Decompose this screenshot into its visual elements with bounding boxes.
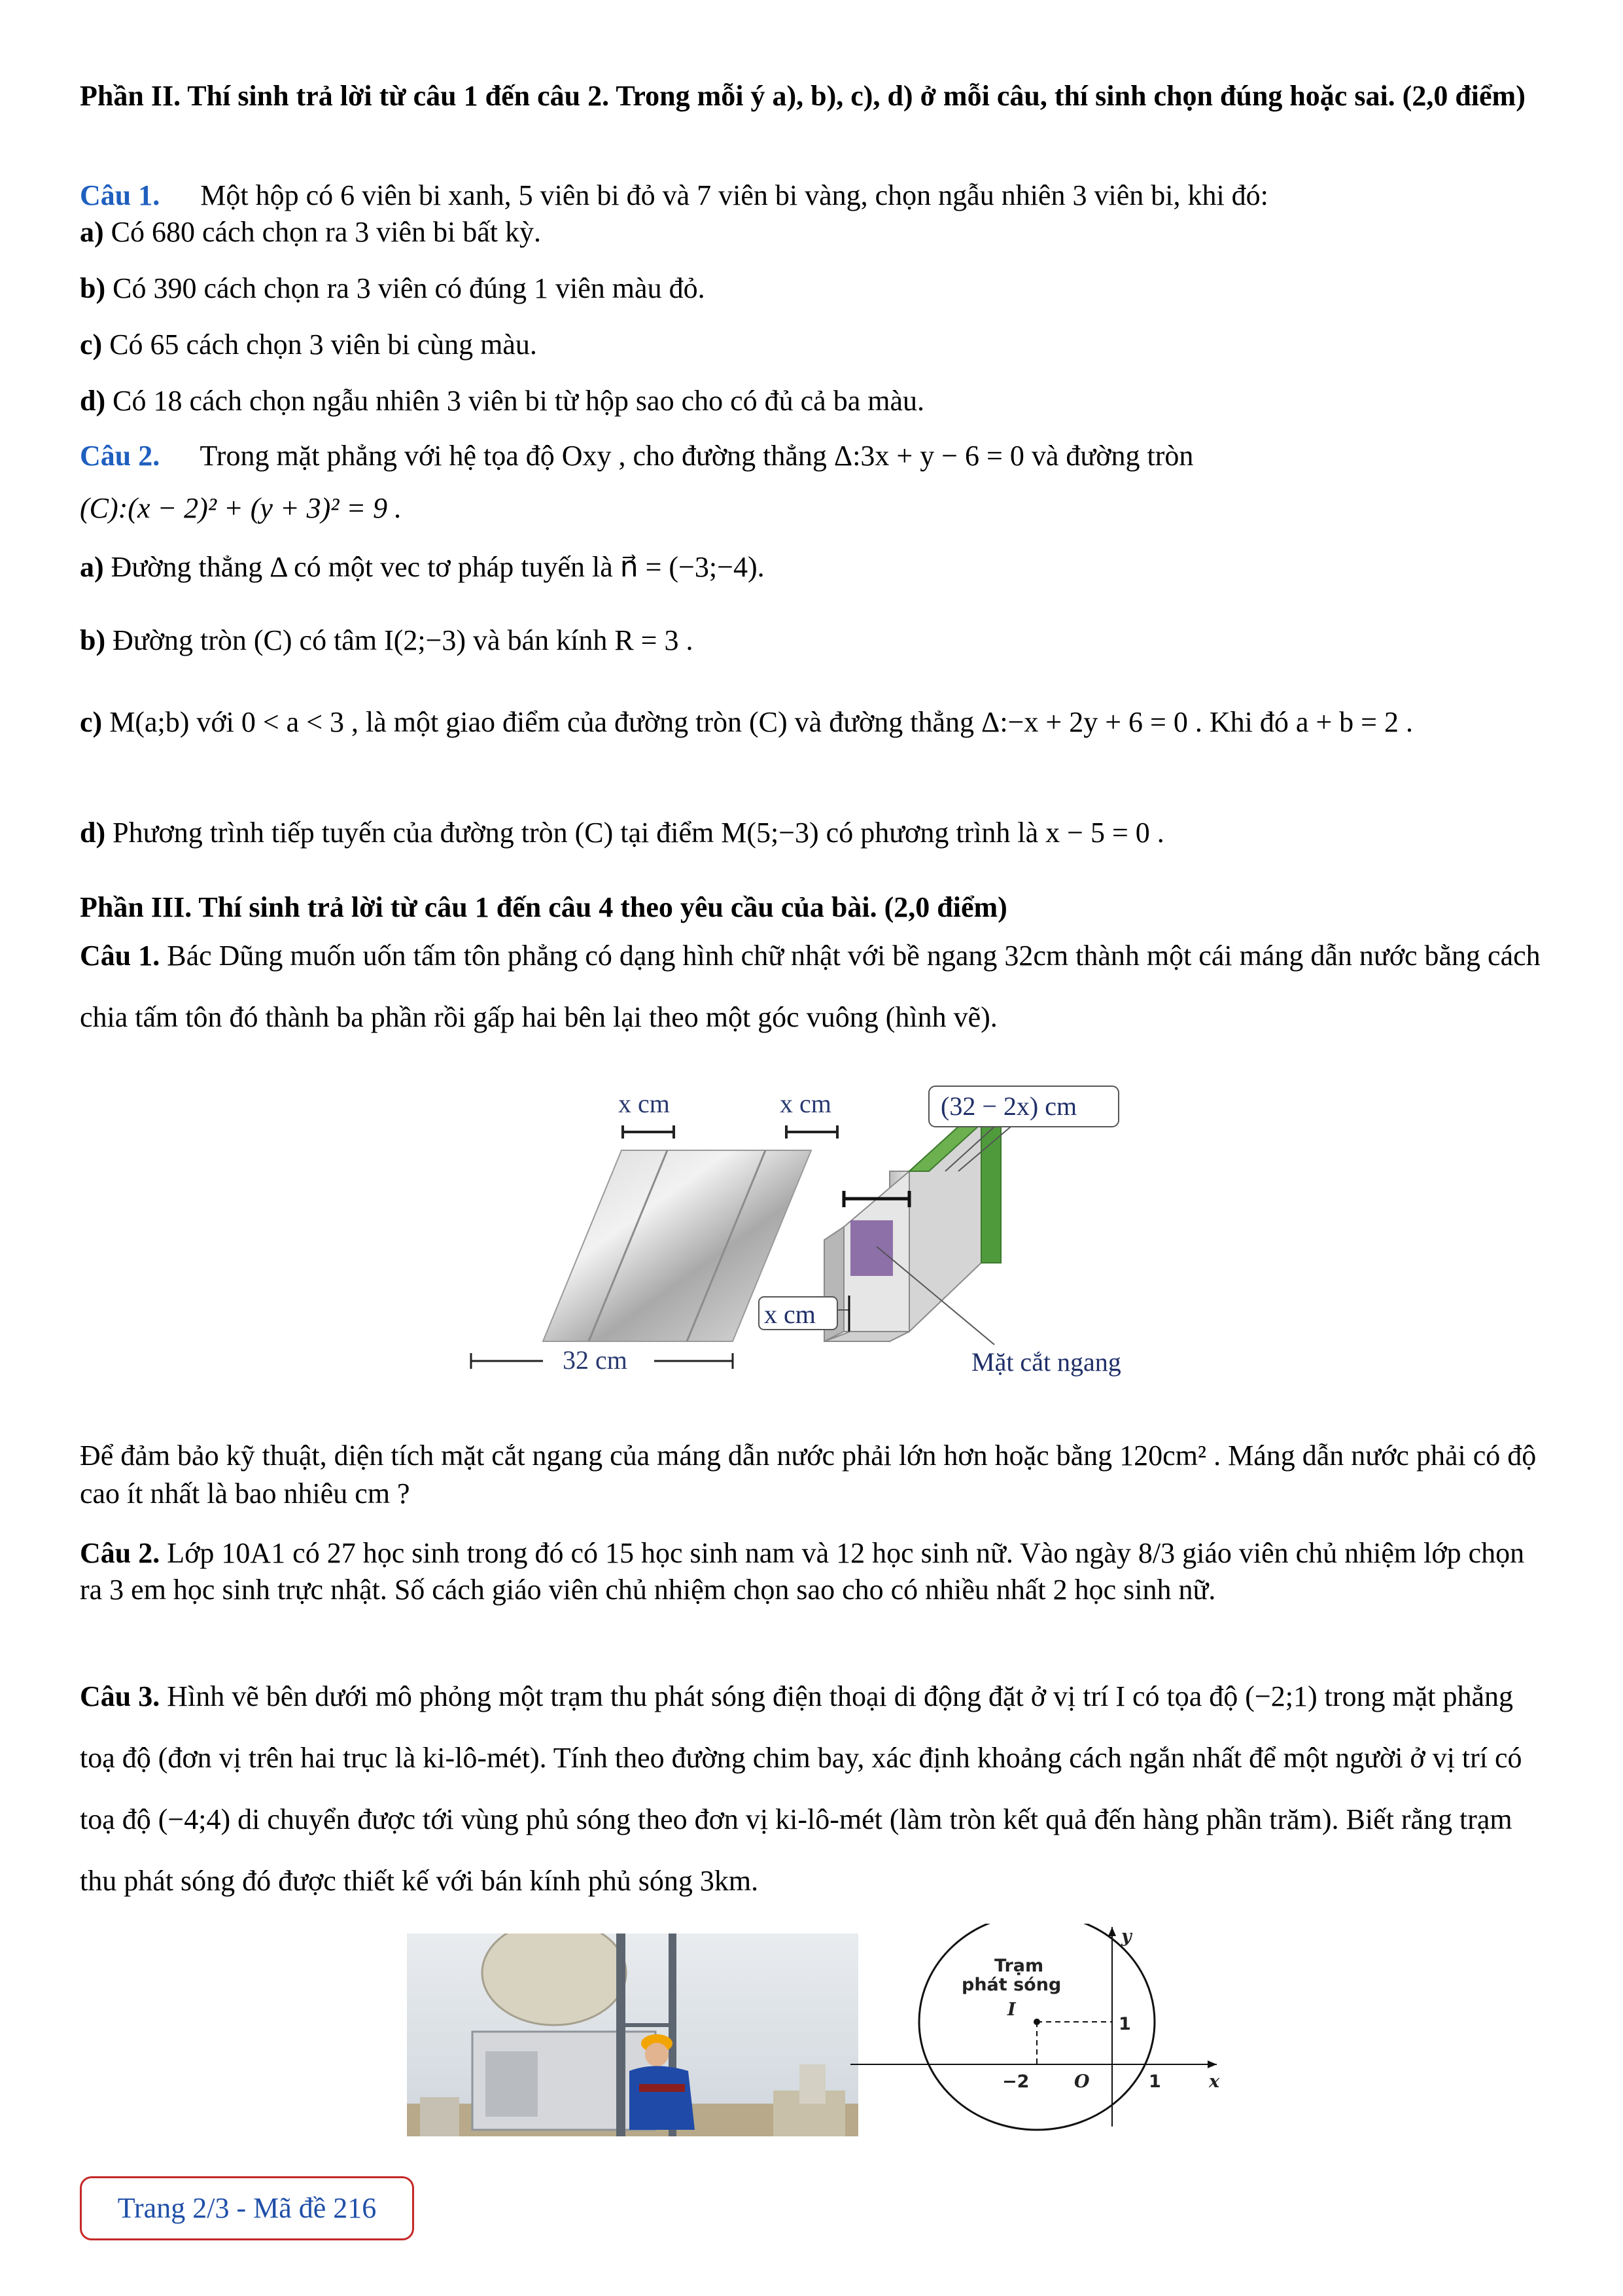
technician-photo — [407, 1934, 858, 2136]
part2-q1-item-d: d) Có 18 cách chọn ngẫu nhiên 3 viên bi từ hộp sao cho có đủ cả ba màu. — [80, 385, 924, 417]
part3-heading: Phần III. Thí sinh trả lời từ câu 1 đến câu 4 theo yêu cầu của bài. (2,0 điểm) — [80, 891, 1007, 923]
part2-q1-item-a: a) Có 680 cách chọn ra 3 viên bi bất kỳ. — [80, 216, 542, 248]
cross-section — [850, 1220, 893, 1276]
page-footer: Trang 2/3 - Mã đề 216 — [80, 2176, 414, 2240]
x-axis-label: x — [1209, 2072, 1220, 2092]
y-axis-label: y — [1121, 1926, 1132, 1947]
x-arrow-icon — [1208, 2060, 1217, 2068]
part2-q1-item-b: b) Có 390 cách chọn ra 3 viên có đúng 1 viên màu đỏ. — [80, 272, 705, 304]
label-height: x cm — [764, 1299, 816, 1329]
point-label: I — [1007, 2000, 1016, 2020]
part2-q2-item-b: b) Đường tròn (C) có tâm I(2;−3) và bán kính R = 3 . — [80, 624, 693, 656]
origin-label: O — [1074, 2072, 1090, 2092]
station-point — [1034, 2019, 1040, 2025]
part3-q3-text: Câu 3. Hình vẽ bên dưới mô phỏng một trạm thu phát sóng điện thoại di động đặt ở vị trí I có tọa độ (−2;1) trong mặt phẳng toạ độ (đơn vị trên hai trục là ki-lô-mét). Tính theo đường chim bay, xác định khoảng cách ngắn nhất để một người ở vị trí có toạ độ (−4;4) di chuyển được tới vùng phủ sóng theo đơn vị ki-lô-mét (làm tròn kết quả đến hàng phần trăm). Biết rằng trạm thu phát sóng đó được thiết kế với bán kính phủ sóng 3km. — [80, 1680, 1522, 1897]
part2-q2-item-a: a) Đường thẳng Δ có một vec tơ pháp tuyến là n⃗ = (−3;−4). — [80, 551, 765, 583]
part3-q1-text: Câu 1. Bác Dũng muốn uốn tấm tôn phẳng có dạng hình chữ nhật với bề ngang 32cm thành một cái máng dẫn nước bằng cách chia tấm tôn đó thành ba phần rồi gấp hai bên lại theo một góc vuông (hình vẽ). — [80, 940, 1541, 1033]
label-x-left: x cm — [618, 1089, 670, 1118]
question-text: Một hộp có 6 viên bi xanh, 5 viên bi đỏ và 7 viên bi vàng, chọn ngẫu nhiên 3 viên bi, khi đó: — [200, 179, 1268, 211]
label-32cm: 32 cm — [563, 1345, 627, 1375]
tick-x1: 1 — [1149, 2072, 1161, 2092]
label-x-right: x cm — [780, 1089, 831, 1118]
tick-x-minus2: −2 — [1002, 2072, 1030, 2092]
part2-q2-item-d: d) Phương trình tiếp tuyến của đường tròn (C) tại điểm M(5;−3) có phương trình là x − 5 = 0 . — [80, 817, 1164, 849]
question-label: Câu 2. — [80, 440, 160, 472]
part2-heading: Phần II. Thí sinh trả lời từ câu 1 đến câu 2. Trong mỗi ý a), b), c), d) ở mỗi câu, thí sinh chọn đúng hoặc sai. (2,0 điểm) — [80, 80, 1526, 112]
tick-y1: 1 — [1119, 2014, 1131, 2034]
y-arrow-icon — [1108, 1927, 1116, 1936]
part2-q2-stem — [80, 437, 1193, 474]
question-text: Trong mặt phẳng với hệ tọa độ Oxy , cho đường thẳng Δ:3x + y − 6 = 0 và đường tròn — [200, 440, 1194, 472]
part2-q1-stem — [80, 177, 1268, 214]
part3-q2-text: Câu 2. Lớp 10A1 có 27 học sinh trong đó có 15 học sinh nam và 12 học sinh nữ. Vào ngày 8/3 giáo viên chủ nhiệm lớp chọn ra 3 em học sinh trực nhật. Số cách giáo viên chủ nhiệm chọn sao cho có nhiều nhất 2 học sinh nữ. — [80, 1537, 1525, 1606]
folded-gutter — [824, 1106, 1001, 1341]
question-label: Câu 1. — [80, 179, 160, 211]
station-label-1: Trạm — [994, 1956, 1044, 1976]
coverage-graph — [850, 1924, 1243, 2133]
gutter-figure — [458, 1073, 1191, 1400]
label-mid: (32 − 2x) cm — [941, 1091, 1077, 1121]
station-label-2: phát sóng — [962, 1975, 1062, 1995]
label-section: Mặt cắt ngang — [971, 1347, 1121, 1377]
circle-equation: (C):(x − 2)² + (y + 3)² = 9 . — [80, 492, 402, 524]
part2-q1-item-c: c) Có 65 cách chọn 3 viên bi cùng màu. — [80, 328, 537, 361]
part2-q2-item-c: c) M(a;b) với 0 < a < 3 , là một giao điểm của đường tròn (C) và đường thẳng Δ:−x + 2y + 6 = 0 . Khi đó a + b = 2 . — [80, 706, 1413, 738]
part3-q1-text2: Để đảm bảo kỹ thuật, diện tích mặt cắt ngang của máng dẫn nước phải lớn hơn hoặc bằng 120cm² . Máng dẫn nước phải có độ cao ít nhất là bao nhiêu cm ? — [80, 1439, 1537, 1510]
